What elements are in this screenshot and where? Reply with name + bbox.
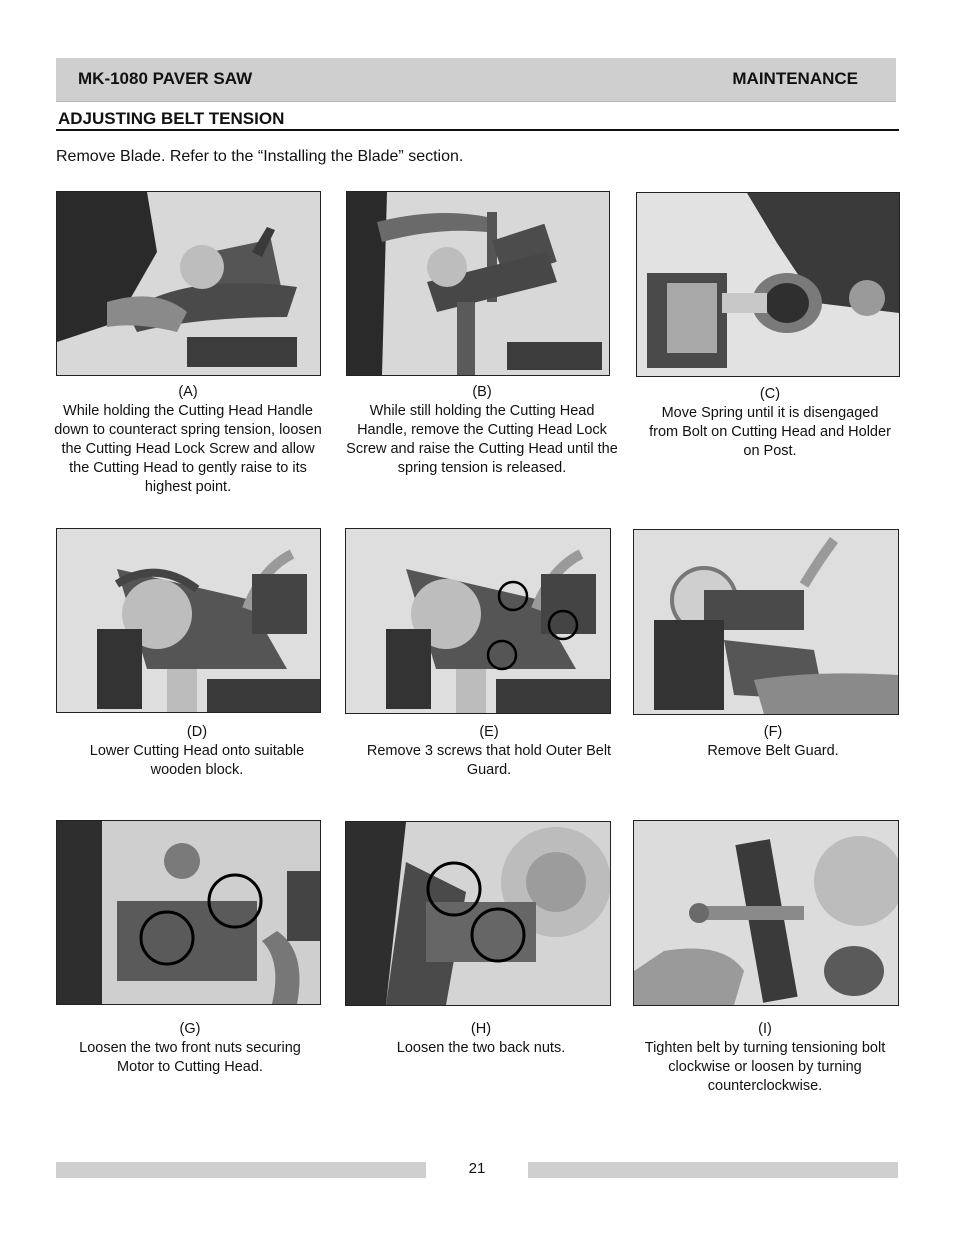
step-letter: (D) — [186, 724, 208, 740]
caption-e — [362, 723, 616, 780]
product-name: MK-1080 PAVER SAW — [78, 69, 253, 88]
step-letter: (C) — [759, 386, 781, 402]
step-text: Tighten belt by turning tensioning bolt clockwise or loosen by turning counterclockwise. — [644, 1040, 886, 1094]
step-letter: (B) — [472, 384, 492, 400]
caption-d — [70, 723, 324, 780]
step-text: Remove Belt Guard. — [707, 743, 839, 759]
step-text: Loosen the two back nuts. — [396, 1040, 566, 1056]
step-letter: (A) — [178, 384, 198, 400]
chapter-title: MAINTENANCE — [732, 69, 858, 88]
page-number: 21 — [468, 1160, 486, 1177]
step-text: While still holding the Cutting Head Handle, remove the Cutting Head Lock Screw and raise the Cutting Head until the spring tension is released. — [346, 403, 618, 476]
step-letter: (H) — [470, 1021, 492, 1037]
footer-bar-left — [56, 1162, 426, 1178]
step-letter: (G) — [179, 1021, 201, 1037]
photo-b — [346, 191, 610, 376]
step-text: Loosen the two front nuts securing Motor to Cutting Head. — [79, 1040, 301, 1075]
caption-h — [352, 1020, 610, 1058]
intro-text: Remove Blade. Refer to the “Installing the Blade” section. — [56, 148, 464, 165]
caption-b — [343, 383, 621, 478]
photo-i — [633, 820, 899, 1006]
caption-c — [646, 385, 894, 461]
step-text: While holding the Cutting Head Handle down to counteract spring tension, loosen the Cutting Head Lock Screw and allow the Cutting Head to gently raise to its highest point. — [54, 403, 322, 495]
photo-a — [56, 191, 321, 376]
photo-f — [633, 529, 899, 715]
step-letter: (F) — [763, 724, 783, 740]
section-divider — [56, 129, 899, 131]
caption-i — [638, 1020, 892, 1096]
header-bar — [56, 58, 896, 102]
photo-g — [56, 820, 321, 1005]
step-text: Remove 3 screws that hold Outer Belt Guard. — [366, 743, 612, 778]
step-letter: (E) — [479, 724, 499, 740]
caption-a — [50, 383, 326, 497]
caption-g — [60, 1020, 320, 1077]
photo-c — [636, 192, 900, 377]
footer-bar-right — [528, 1162, 898, 1178]
step-text: Move Spring until it is disengaged from Bolt on Cutting Head and Holder on Post. — [649, 405, 891, 459]
photo-e — [345, 528, 611, 714]
section-title: ADJUSTING BELT TENSION — [58, 109, 285, 128]
photo-h — [345, 821, 611, 1006]
photo-d — [56, 528, 321, 713]
step-letter: (I) — [758, 1021, 772, 1037]
caption-f — [646, 723, 900, 761]
step-text: Lower Cutting Head onto suitable wooden block. — [89, 743, 305, 778]
